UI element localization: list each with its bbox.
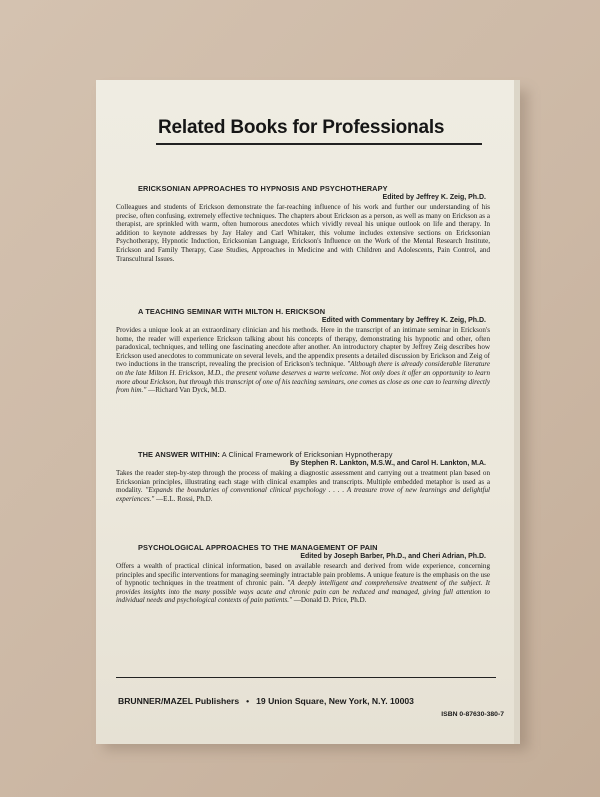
cover-title: Related Books for Professionals <box>158 117 445 138</box>
entry-title: ERICKSONIAN APPROACHES TO HYPNOSIS AND PSYCHOTHERAPY <box>138 184 388 193</box>
entry-description: Offers a wealth of practical clinical information, based on available research and derived from wide experience, concerning principles and specific interventions for managing seemingly intractable pain problems. A unique feature is the emphasis on the use of hypnotic techniques in the treatment of chronic pain. "A deeply intelligent and comprehensive treatment of the subject. It provides insights into the many possible ways acute and chronic pain can be reduced and managed, giving full attention to individual needs and psychological contexts of pain patients." —Donald D. Price, Ph.D. <box>116 562 490 605</box>
entry-editor: Edited by Jeffrey K. Zeig, Ph.D. <box>382 194 486 201</box>
publisher-name: BRUNNER/MAZEL Publishers <box>118 696 240 706</box>
entry-title: PSYCHOLOGICAL APPROACHES TO THE MANAGEMENT OF PAIN <box>138 543 378 552</box>
entry-title: THE ANSWER WITHIN: A Clinical Framework of Ericksonian Hypnotherapy <box>138 450 393 459</box>
entry-editor: Edited with Commentary by Jeffrey K. Zeig, Ph.D. <box>321 317 486 324</box>
entry-title: A TEACHING SEMINAR WITH MILTON H. ERICKSON <box>138 307 326 316</box>
book-entry-teaching-seminar <box>116 307 490 395</box>
title-rule <box>156 143 482 145</box>
isbn-number: ISBN 0-87630-380-7 <box>441 711 504 718</box>
entry-description: Takes the reader step-by-step through the process of making a diagnostic assessment and carrying out a treatment plan based on Ericksonian principles, illustrating each stage with clinical examples and transcripts. Multiple embedded metaphor is used as a modality. "Expands the boundaries of conventional clinical psychology . . . . A treasure trove of new learnings and delightful experiences." —E.L. Rossi, Ph.D. <box>116 469 490 503</box>
entry-description: Colleagues and students of Erickson demonstrate the far-reaching influence of his work and further our understanding of his precise, often confusing, extremely effective techniques. The chapters about Erickson as a person, as well as many on Erickson as a therapist, are sprinkled with warm, often humorous anecdotes which vividly reveal his unique outlook on life and therapy. In addition to keynote addresses by Jay Haley and Carl Whitaker, this volume includes extensive sections on Ericksonian Psychotherapy, Hypnotic Induction, Ericksonian Language, Erickson's Influence on the Work of the Mental Research Institute, Erickson and Family Therapy, Case Studies, Approaches in Medicine and with Children and Adolescents, Pain Control, and Transcultural Issues. <box>116 203 490 263</box>
entry-description: Provides a unique look at an extraordinary clinician and his methods. Here in the transcript of an intimate seminar in Erickson's home, the reader will experience Erickson talking about his concepts of therapy, demonstrating his hypnotic and other, often paradoxical, techniques, and telling one fascinating anecdote after another. An introductory chapter by Jeffrey Zeig describes how Erickson used anecdotes to communicate on several levels, and the appendix presents a detailed discussion by Erickson and Zeig of two inductions in the transcript, revealing the precision of Erickson's technique. "Although there is already considerable literature on the late Milton H. Erickson, M.D., the present volume deserves a warm welcome. Not only does it offer an opportunity to learn more about Erickson, but through this transcript of one of his teaching seminars, one comes as close as one can to learning directly from him." —Richard Van Dyck, M.D. <box>116 326 491 395</box>
entry-editor: Edited by Joseph Barber, Ph.D., and Cheri Adrian, Ph.D. <box>300 553 486 560</box>
publisher-line <box>118 696 414 706</box>
book-entry-management-of-pain <box>116 543 490 605</box>
footer-rule <box>116 677 496 678</box>
entry-editor: By Stephen R. Lankton, M.S.W., and Carol H. Lankton, M.A. <box>289 460 486 467</box>
book-entry-answer-within <box>116 450 490 503</box>
publisher-address: 19 Union Square, New York, N.Y. 10003 <box>256 696 414 706</box>
bullet-separator: • <box>246 696 250 706</box>
book-entry-ericksonian-approaches <box>116 184 490 263</box>
book-back-cover <box>96 80 520 744</box>
